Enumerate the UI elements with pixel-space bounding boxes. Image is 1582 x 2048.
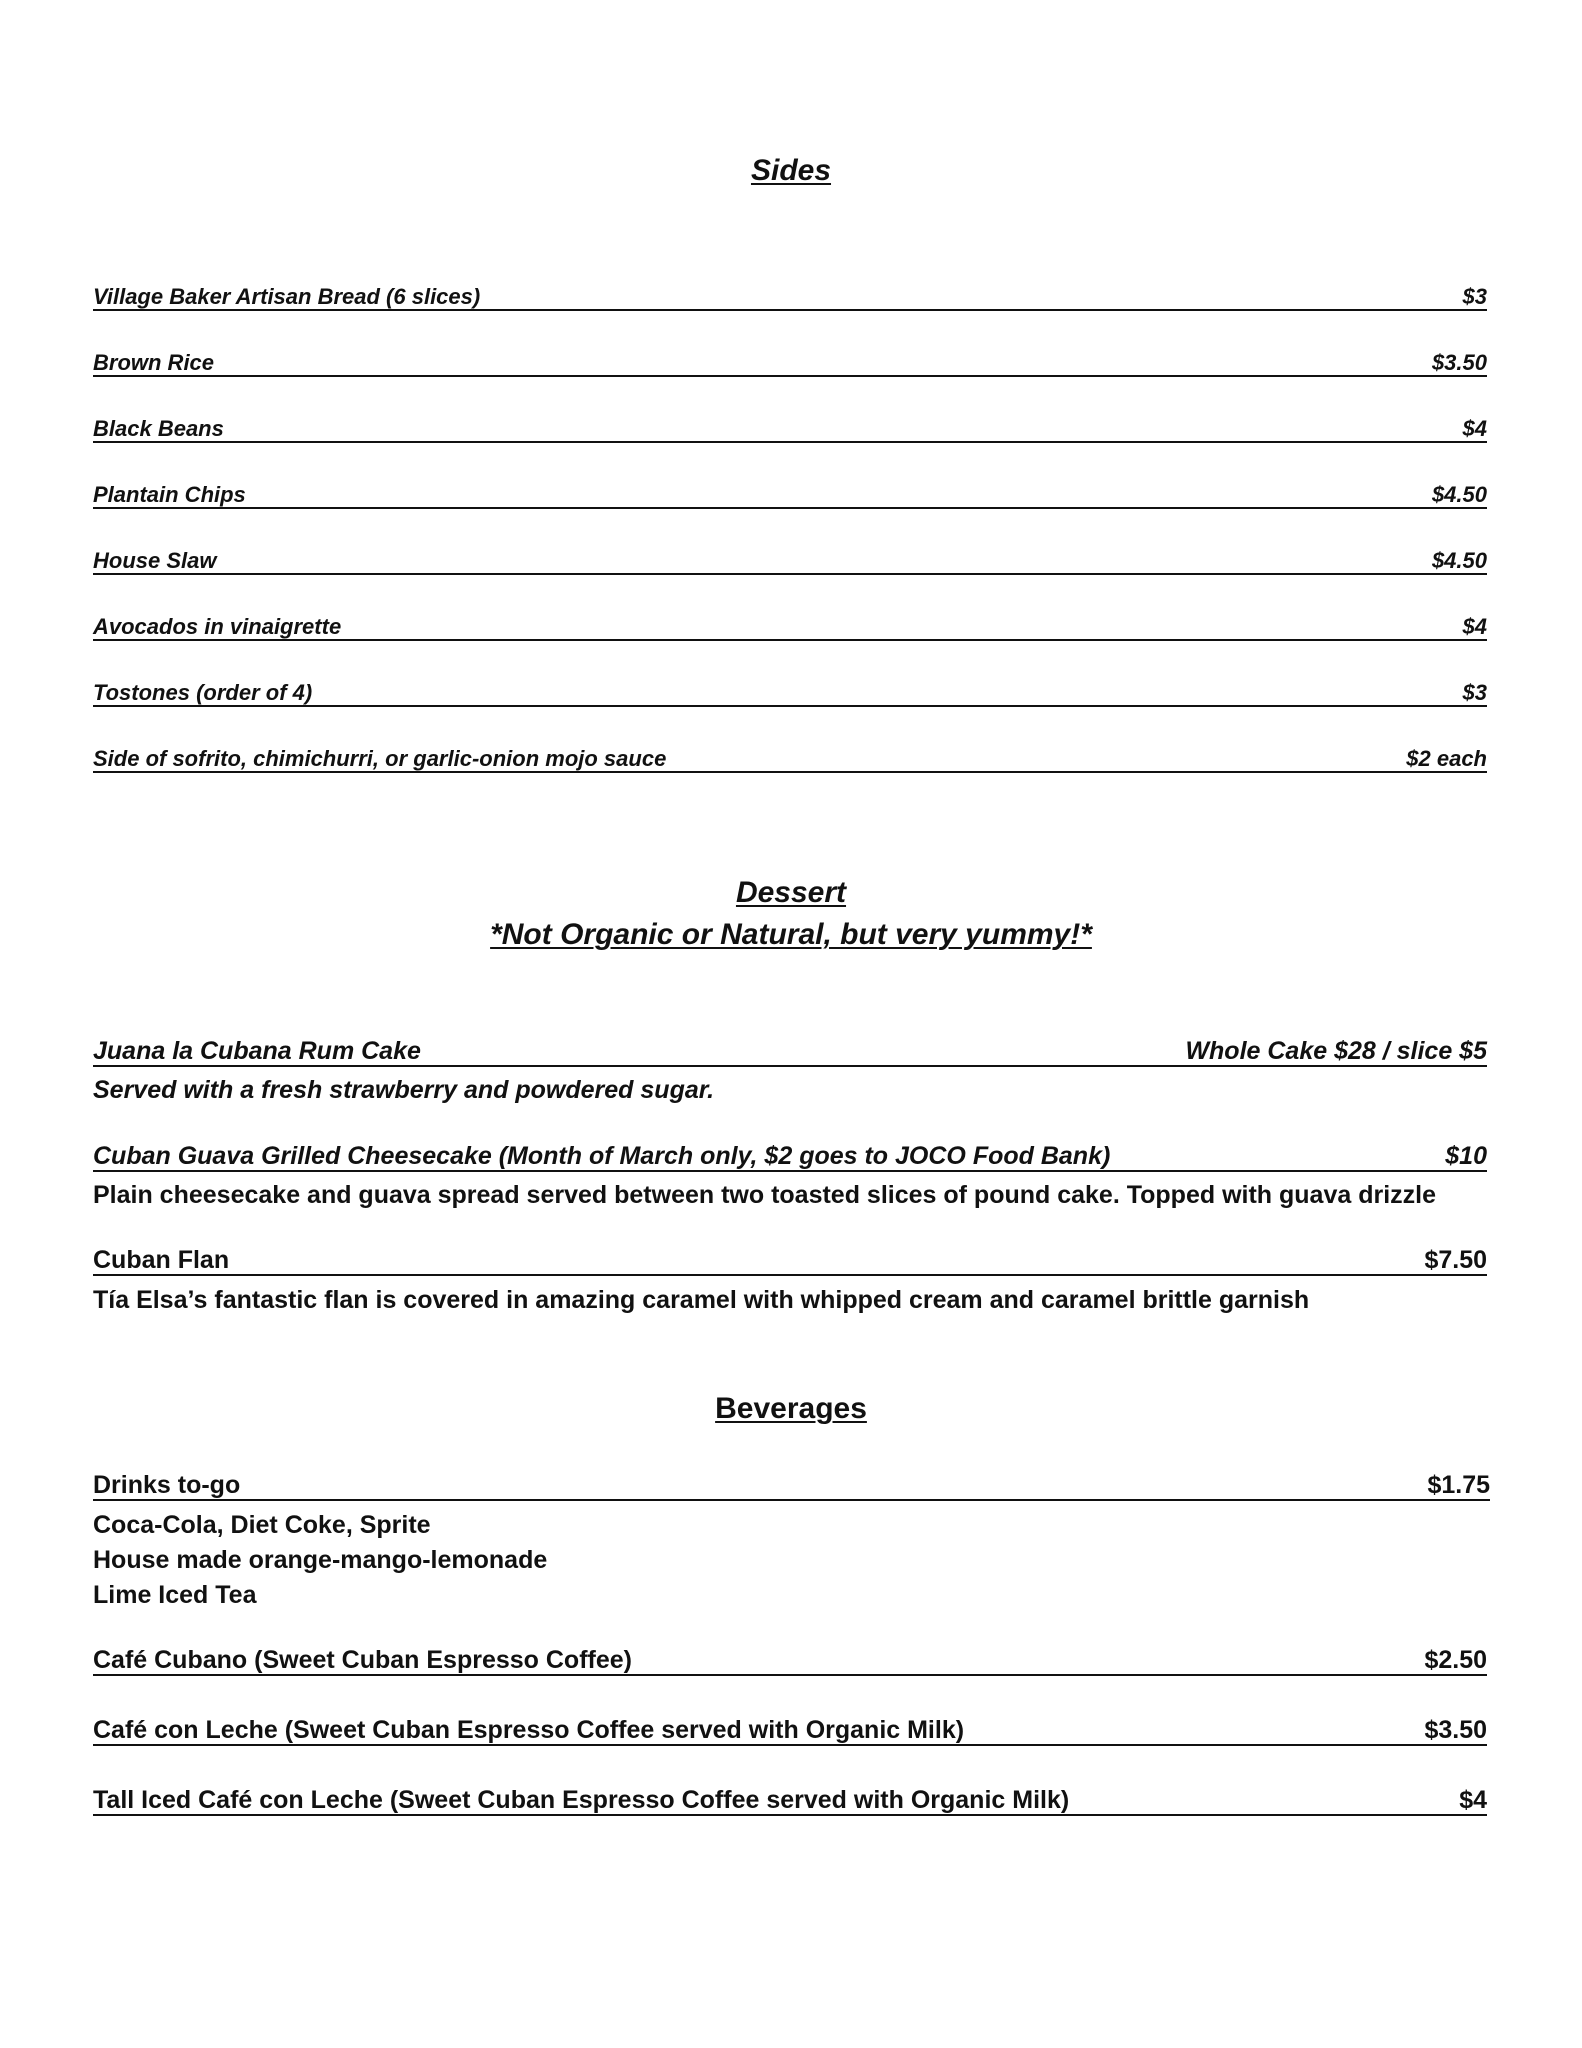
side-item-price: $4.50: [1431, 482, 1487, 507]
dessert-item-price: Whole Cake $28 / slice $5: [1185, 1037, 1487, 1065]
dessert-heading: Dessert: [735, 876, 847, 909]
dessert-item: [93, 1039, 1487, 1067]
side-item-name: Black Beans: [93, 416, 224, 441]
drink-option: House made orange-mango-lemonade: [93, 1546, 548, 1574]
side-item-name: Side of sofrito, chimichurri, or garlic-onion mojo sauce: [93, 746, 667, 771]
side-item: [93, 550, 1487, 575]
beverage-item-price: $1.75: [1427, 1471, 1490, 1499]
side-item-price: $3.50: [1431, 350, 1487, 375]
dessert-item-name: Cuban Guava Grilled Cheesecake (Month of March only, $2 goes to JOCO Food Bank): [93, 1142, 1111, 1170]
side-item-price: $3: [1462, 680, 1487, 705]
drink-option: Lime Iced Tea: [93, 1581, 257, 1609]
side-item-name: House Slaw: [93, 548, 217, 573]
side-item: [93, 616, 1487, 641]
side-item-name: Village Baker Artisan Bread (6 slices): [93, 284, 481, 309]
beverage-item-price: $2.50: [1424, 1646, 1487, 1674]
beverage-item: [93, 1648, 1487, 1676]
side-item: [93, 352, 1487, 377]
beverage-item: [93, 1718, 1487, 1746]
side-item-name: Tostones (order of 4): [93, 680, 313, 705]
side-item: [93, 418, 1487, 443]
side-item: [93, 748, 1487, 773]
side-item: [93, 286, 1487, 311]
drink-option: Coca-Cola, Diet Coke, Sprite: [93, 1511, 431, 1539]
side-item-price: $3: [1462, 284, 1487, 309]
side-item: [93, 682, 1487, 707]
side-item-price: $2 each: [1406, 746, 1487, 771]
side-item-price: $4: [1462, 614, 1487, 639]
dessert-item-price: $7.50: [1424, 1246, 1487, 1274]
side-item-name: Brown Rice: [93, 350, 215, 375]
dessert-item-description: Served with a fresh strawberry and powdered sugar.: [93, 1076, 715, 1104]
dessert-item-description: Plain cheesecake and guava spread served between two toasted slices of pound cake. Topped with guava drizzle: [93, 1181, 1437, 1209]
beverage-item-name: Tall Iced Café con Leche (Sweet Cuban Espresso Coffee served with Organic Milk): [93, 1786, 1070, 1814]
beverages-heading: Beverages: [715, 1392, 867, 1425]
dessert-subtitle: *Not Organic or Natural, but very yummy!*: [490, 918, 1092, 951]
beverage-item-price: $4: [1459, 1786, 1487, 1814]
side-item-price: $4: [1462, 416, 1487, 441]
beverage-item: [93, 1788, 1487, 1816]
dessert-item-name: Juana la Cubana Rum Cake: [93, 1037, 421, 1065]
dessert-item: [93, 1144, 1487, 1172]
dessert-item-price: $10: [1445, 1142, 1487, 1170]
dessert-item-description: Tía Elsa’s fantastic flan is covered in amazing caramel with whipped cream and caramel brittle garnish: [93, 1286, 1310, 1314]
sides-heading: Sides: [750, 154, 832, 187]
dessert-item-name: Cuban Flan: [93, 1246, 230, 1274]
side-item: [93, 484, 1487, 509]
beverage-item-name: Drinks to-go: [93, 1471, 241, 1499]
side-item-price: $4.50: [1431, 548, 1487, 573]
beverage-item-price: $3.50: [1424, 1716, 1487, 1744]
side-item-name: Avocados in vinaigrette: [93, 614, 342, 639]
side-item-name: Plantain Chips: [93, 482, 246, 507]
dessert-item: [93, 1248, 1487, 1276]
beverage-item-name: Café Cubano (Sweet Cuban Espresso Coffee): [93, 1646, 632, 1674]
beverage-item: [93, 1473, 1490, 1501]
beverage-item-name: Café con Leche (Sweet Cuban Espresso Coffee served with Organic Milk): [93, 1716, 965, 1744]
